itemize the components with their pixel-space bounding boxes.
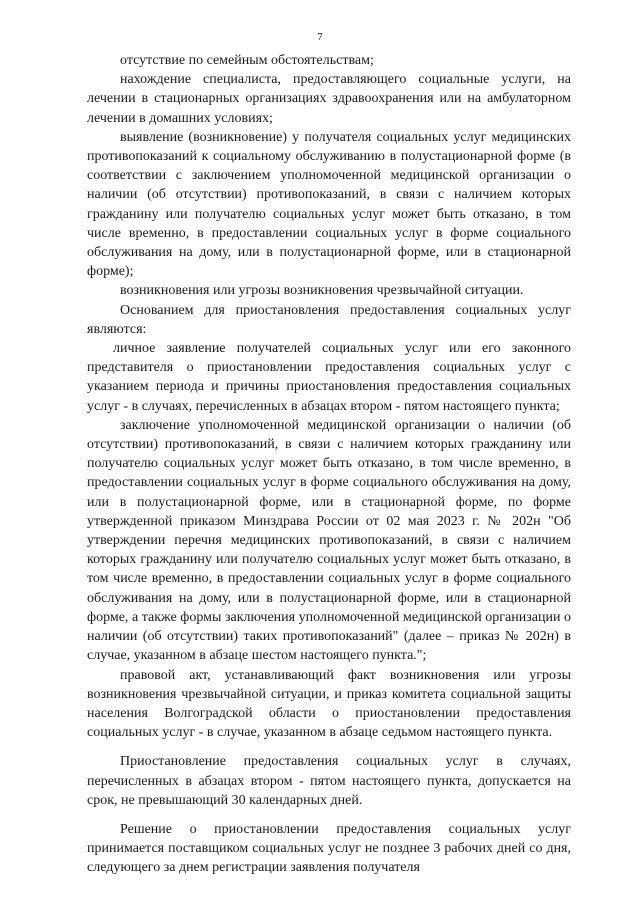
paragraph-emergency: возникновения или угрозы возникновения чрезвычайной ситуации. xyxy=(120,283,524,299)
paragraph-grounds-heading: Основанием для приостановления предоставления социальных услуг являются: xyxy=(87,302,571,337)
page-number: 7 xyxy=(317,31,323,43)
paragraph-family-circumstances: отсутствие по семейным обстоятельствам; xyxy=(120,53,374,68)
paragraph-medical-conclusion: заключение уполномоченной медицинской организации о наличии (об отсутствии) противопоказаний, в связи с наличием которых гражданину или получателю социальных услуг может быть отказано, в том числе временно, в предоставлении социальных услуг в форме социального обслуживания на дому, или в полустационарной форме, или в стационарной форме, по форме утвержденной приказом Минздрава России от 02 мая 2023 г. № 202н "Об утверждении перечня медицинских противопоказаний, в связи с наличием которых гражданину или получателю социальных услуг может быть отказано, в том числе временно, в предоставлении социальных услуг в форме социального обслуживания на дому, или в полустационарной форме, или в стационарной форме, а также формы заключения уполномоченной медицинской организации о наличии (об отсутствии) таких противопоказаний" (далее – приказ № 202н) в случае, указанном в абзаце шестом настоящего пункта."; xyxy=(87,417,571,664)
paragraph-legal-act: правовой акт, устанавливающий факт возникновения или угрозы возникновения чрезвычайной ситуации, и приказ комитета социальной защиты населения Волгоградской области о приостановлении предоставления социальных услуг - в случае, указанном в абзаце седьмом настоящего пункта. xyxy=(87,667,571,741)
paragraph-personal-application: личное заявление получателей социальных услуг или его законного представителя о приостановлении предоставления социальных услуг с указанием периода и причины приостановления предоставления социальных услуг - в случаях, перечисленных в абзацах втором - пятом настоящего пункта; xyxy=(87,341,571,414)
paragraph-suspension-decision: Решение о приостановлении предоставления социальных услуг принимается поставщиком социальных услуг не позднее 3 рабочих дней со дня, следующего за днем регистрации заявления получателя xyxy=(87,821,571,876)
paragraph-suspension-term: Приостановление предоставления социальных услуг в случаях, перечисленных в абзацах втором - пятом настоящего пункта, допускается на срок, не превышающий 30 календарных дней. xyxy=(87,754,571,808)
paragraph-specialist-treatment: нахождение специалиста, предоставляющего социальные услуги, на лечении в стационарных организациях здравоохранения или на амбулаторном лечении в домашних условиях; xyxy=(87,72,571,126)
document-body xyxy=(87,51,571,878)
paragraph-medical-contraindications: выявление (возникновение) у получателя социальных услуг медицинских противопоказаний к социальному обслуживанию в полустационарной форме (в соответствии с заключением уполномоченной медицинской организации о наличии (об отсутствии) противопоказаний, в связи с наличием которых гражданину или получателю социальных услуг может быть отказано, в том числе временно, в предоставлении социальных услуг в форме социального обслуживания на дому, или в полустационарной форме, или в стационарной форме); xyxy=(87,129,571,280)
